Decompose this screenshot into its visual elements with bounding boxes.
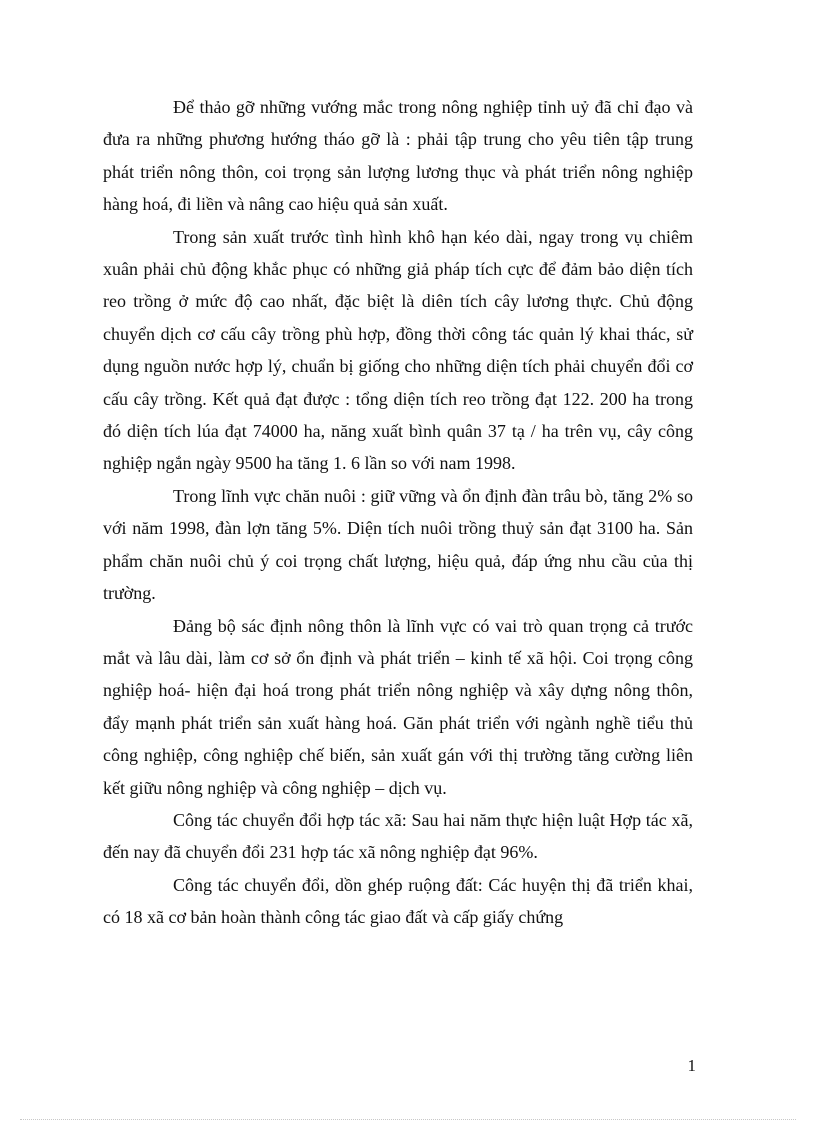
- paragraph-2: Trong sản xuất trước tình hình khô hạn kéo dài, ngay trong vụ chiêm xuân phải chủ động khắc phục có những giả pháp tích cực để đảm bảo diện tích reo trồng ở mức độ cao nhất, đặc biệt là diên tích cây lương thực. Chủ động chuyển dịch cơ cấu cây trồng phù hợp, đồng thời công tác quản lý khai thác, sử dụng nguồn nước hợp lý, chuẩn bị giống cho những diện tích phải chuyển đổi cơ cấu cây trồng. Kết quả đạt được : tổng diện tích reo trồng đạt 122. 200 ha trong đó diện tích lúa đạt 74000 ha, năng xuất bình quân 37 tạ / ha trên vụ, cây công nghiệp ngắn ngày 9500 ha tăng 1. 6 lần so với nam 1998.: [103, 226, 693, 474]
- paragraph-6: Công tác chuyển đổi, dồn ghép ruộng đất: Các huyện thị đã triển khai, có 18 xã cơ bản hoàn thành công tác giao đất và cấp giấy chứng: [103, 874, 693, 928]
- page-number: 1: [687, 1056, 696, 1075]
- paragraph-5: Công tác chuyển đổi hợp tác xã: Sau hai năm thực hiện luật Hợp tác xã, đến nay đã chuyển đổi 231 hợp tác xã nông nghiệp đạt 96%.: [103, 809, 693, 863]
- paragraph-1: Để thảo gỡ những vướng mắc trong nông nghiệp tỉnh uỷ đã chỉ đạo và đưa ra những phương hướng tháo gỡ là : phải tập trung cho yêu tiên tập trung phát triển nông thôn, coi trọng sản lượng lương thục và phát triển nông nghiệp hàng hoá, đi liền và nâng cao hiệu quả sản xuất.: [103, 97, 693, 215]
- paragraph-3: Trong lĩnh vực chăn nuôi : giữ vững và ổn định đàn trâu bò, tăng 2% so với năm 1998, đàn lợn tăng 5%. Diện tích nuôi trồng thuỷ sản đạt 3100 ha. Sản phẩm chăn nuôi chủ ý coi trọng chất lượng, hiệu quả, đáp ứng nhu cầu của thị trường.: [103, 485, 693, 604]
- body-text: [103, 91, 693, 934]
- paragraph-4: Đảng bộ sác định nông thôn là lĩnh vực có vai trò quan trọng cả trước mắt và lâu dài, làm cơ sở ổn định và phát triển – kinh tế xã hội. Coi trọng công nghiệp hoá- hiện đại hoá trong phát triển nông nghiệp và xây dựng nông thôn, đẩy mạnh phát triển sản xuất hàng hoá. Găn phát triển với ngành nghề tiểu thủ công nghiệp, công nghiệp chế biến, sản xuất gán với thị trường tăng cường liên kết giữu nông nghiệp và công nghiệp – dịch vụ.: [103, 615, 693, 798]
- page-bottom-border: [20, 1119, 796, 1120]
